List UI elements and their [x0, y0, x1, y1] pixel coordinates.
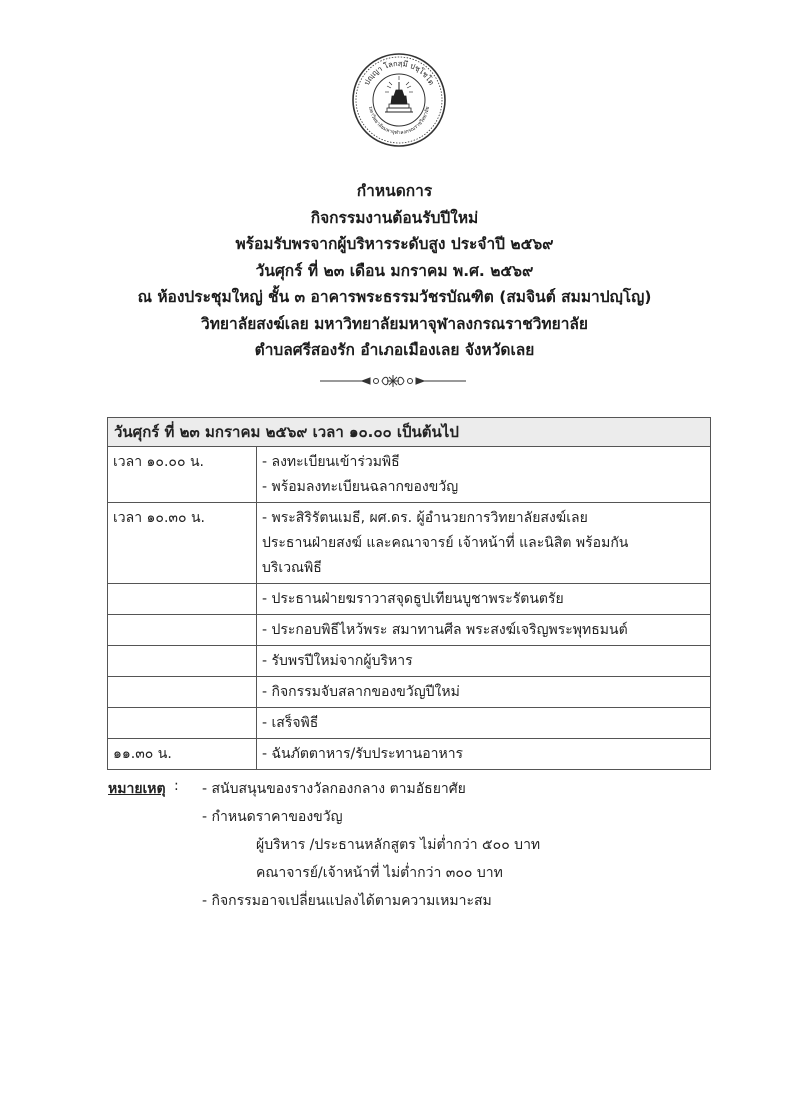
row-time [108, 677, 257, 708]
seal-inner-text: มหาวิทยาลัยมหาจุฬาลงกรณราชวิทยาลัย [367, 106, 431, 137]
row-activity [257, 646, 711, 677]
row-time [108, 708, 257, 739]
table-row [108, 646, 711, 677]
ornament-divider-icon [318, 374, 468, 388]
schedule-header-row [108, 418, 711, 447]
note-item: - สนับสนุนของรางวัลกองกลาง ตามอัธยาศัย [202, 781, 466, 797]
header-venue: ณ ห้องประชุมใหญ่ ชั้น ๓ อาคารพระธรรมวัชรบัณฑิต (สมจินต์ สมมาปญฺโญ) [137, 288, 652, 306]
activity-line: - พร้อมลงทะเบียนฉลากของขวัญ [262, 479, 459, 495]
activity-line: - รับพรปีใหม่จากผู้บริหาร [262, 653, 413, 669]
activity-line: ประธานฝ่ายสงฆ์ และคณาจารย์ เจ้าหน้าที่ และนิสิต พร้อมกัน [262, 535, 629, 551]
header-event-name: กิจกรรมงานต้อนรับปีใหม่ [310, 208, 479, 227]
note-item: - กิจกรรมอาจเปลี่ยนแปลงได้ตามความเหมาะสม [202, 893, 492, 909]
schedule-table [107, 417, 711, 770]
table-row [108, 503, 711, 584]
header-subtitle: พร้อมรับพรจากผู้บริหารระดับสูง ประจำปี ๒๕๖๙ [235, 235, 554, 253]
table-row [108, 739, 711, 770]
note-colon: : [174, 778, 179, 794]
table-row [108, 708, 711, 739]
activity-line: - ประธานฝ่ายฆราวาสจุดธูปเทียนบูชาพระรัตนตรัย [262, 591, 564, 607]
row-activity [257, 503, 711, 584]
row-time: ๑๑.๓๐ น. [108, 739, 257, 770]
row-time: เวลา ๑๐.๓๐ น. [108, 503, 257, 584]
header-address: ตำบลศรีสองรัก อำเภอเมืองเลย จังหวัดเลย [254, 341, 535, 359]
note-item: - กำหนดราคาของขวัญ [202, 809, 343, 825]
row-time [108, 615, 257, 646]
row-activity [257, 677, 711, 708]
note-label: หมายเหตุ [108, 781, 166, 797]
table-row [108, 584, 711, 615]
schedule-header: วันศุกร์ ที่ ๒๓ มกราคม ๒๕๖๙ เวลา ๑๐.๐๐ เป็นต้นไป [108, 418, 711, 447]
table-row [108, 615, 711, 646]
row-activity [257, 708, 711, 739]
activity-line: - กิจกรรมจับสลากของขวัญปีใหม่ [262, 684, 460, 700]
row-activity [257, 739, 711, 770]
row-time [108, 584, 257, 615]
table-row [108, 677, 711, 708]
header-title: กำหนดการ [356, 182, 433, 200]
seal-outer-text: ปญฺญา โลกสฺมึ ปชฺโชโต [361, 58, 437, 87]
activity-line: - ประกอบพิธีไหว้พระ สมาทานศีล พระสงฆ์เจริญพระพุทธมนต์ [262, 622, 628, 638]
note-item: ผู้บริหาร /ประธานหลักสูตร ไม่ต่ำกว่า ๕๐๐ บาท [256, 837, 541, 853]
activity-line: - ลงทะเบียนเข้าร่วมพิธี [262, 454, 400, 470]
table-row [108, 447, 711, 503]
header-college: วิทยาลัยสงฆ์เลย มหาวิทยาลัยมหาจุฬาลงกรณราชวิทยาลัย [200, 314, 589, 333]
row-activity [257, 447, 711, 503]
header-title-block [0, 178, 789, 364]
row-activity [257, 584, 711, 615]
activity-line: - พระสิริรัตนเมธี, ผศ.ดร. ผู้อำนวยการวิทยาลัยสงฆ์เลย [262, 510, 588, 526]
header-date: วันศุกร์ ที่ ๒๓ เดือน มกราคม พ.ศ. ๒๕๖๙ [255, 261, 534, 280]
row-time: เวลา ๑๐.๐๐ น. [108, 447, 257, 503]
row-time [108, 646, 257, 677]
row-activity [257, 615, 711, 646]
note-item: คณาจารย์/เจ้าหน้าที่ ไม่ต่ำกว่า ๓๐๐ บาท [256, 865, 503, 881]
seal-icon [351, 52, 447, 148]
activity-line: - ฉันภัตตาหาร/รับประทานอาหาร [262, 746, 464, 762]
activity-line: บริเวณพิธี [262, 560, 322, 576]
activity-line: - เสร็จพิธี [262, 715, 319, 731]
